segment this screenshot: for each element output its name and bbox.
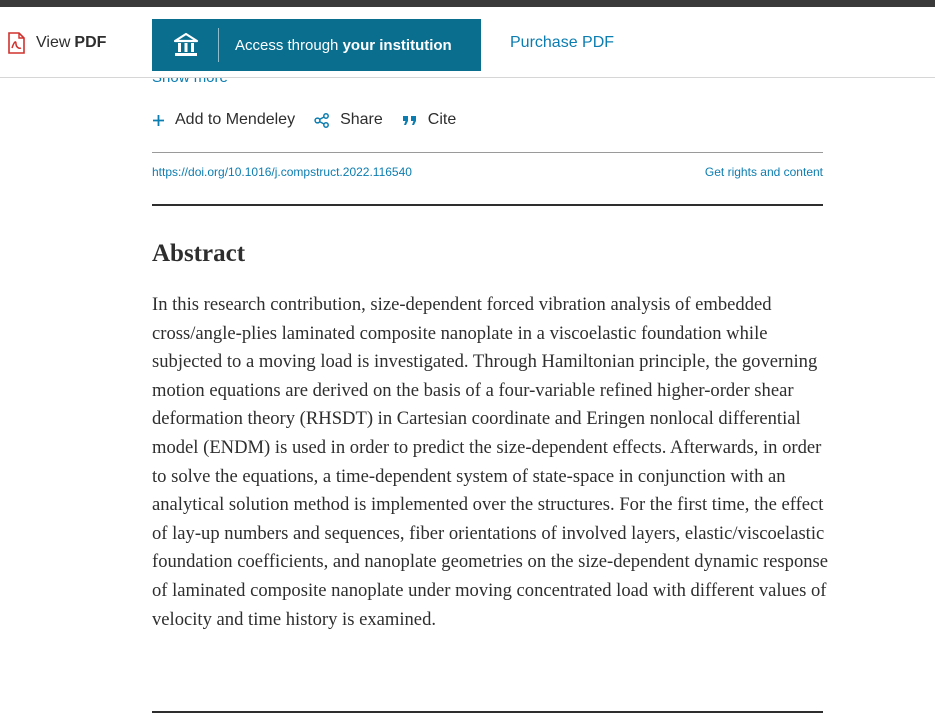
add-to-mendeley-button[interactable] — [152, 111, 295, 129]
doi-top-divider — [152, 152, 823, 153]
pdf-file-icon — [6, 32, 26, 54]
doi-bottom-divider — [152, 204, 823, 206]
quote-icon — [402, 114, 418, 126]
cite-label: Cite — [427, 111, 457, 128]
access-through-institution-button[interactable] — [152, 19, 481, 71]
access-button-divider — [218, 28, 219, 62]
plus-icon — [152, 114, 165, 127]
abstract-heading: Abstract — [152, 240, 246, 267]
share-label: Share — [340, 111, 383, 128]
access-button-label: Access through your institution — [235, 36, 452, 54]
doi-link[interactable]: https://doi.org/10.1016/j.compstruct.2022.116540 — [152, 165, 412, 179]
share-button[interactable] — [314, 111, 383, 129]
purchase-pdf-link[interactable]: Purchase PDF — [510, 34, 615, 51]
add-to-mendeley-label: Add to Mendeley — [175, 111, 296, 128]
abstract-bottom-divider — [152, 711, 823, 713]
article-actions — [152, 108, 475, 132]
view-pdf-button[interactable] — [6, 31, 106, 55]
abstract-text: In this research contribution, size-dependent forced vibration analysis of embedded cross/angle-plies laminated composite nanoplate in a viscoelastic foundation while subjected to a moving load is investigated. Through Hamiltonian principle, the governing motion equations are derived on the basis of a four-variable refined higher-order shear deformation theory (RHSDT) in Cartesian coordinate and Eringen nonlocal differential model (ENDM) is used in order to predict the size-dependent effects. Afterwards, in order to solve the equations, a time-dependent system of state-space in conjunction with an analytical solution method is implemented over the structures. For the first time, the effect of lay-up numbers and sequences, fiber orientations of involved layers, elastic/viscoelastic foundation coefficients, and nanoplate geometries on the size-dependent dynamic response of laminated composite nanoplate under moving concentrated load with different values of velocity and time history is examined. — [152, 294, 829, 630]
get-rights-link[interactable]: Get rights and content — [704, 165, 823, 179]
cite-button[interactable] — [402, 111, 456, 129]
show-more-link[interactable] — [152, 77, 282, 85]
share-icon — [314, 113, 330, 128]
view-pdf-label-strong: PDF — [74, 34, 107, 51]
article-toolbar — [0, 7, 935, 78]
view-pdf-label: View — [36, 34, 71, 51]
institution-building-icon — [172, 32, 200, 58]
window-top-edge — [0, 0, 935, 7]
